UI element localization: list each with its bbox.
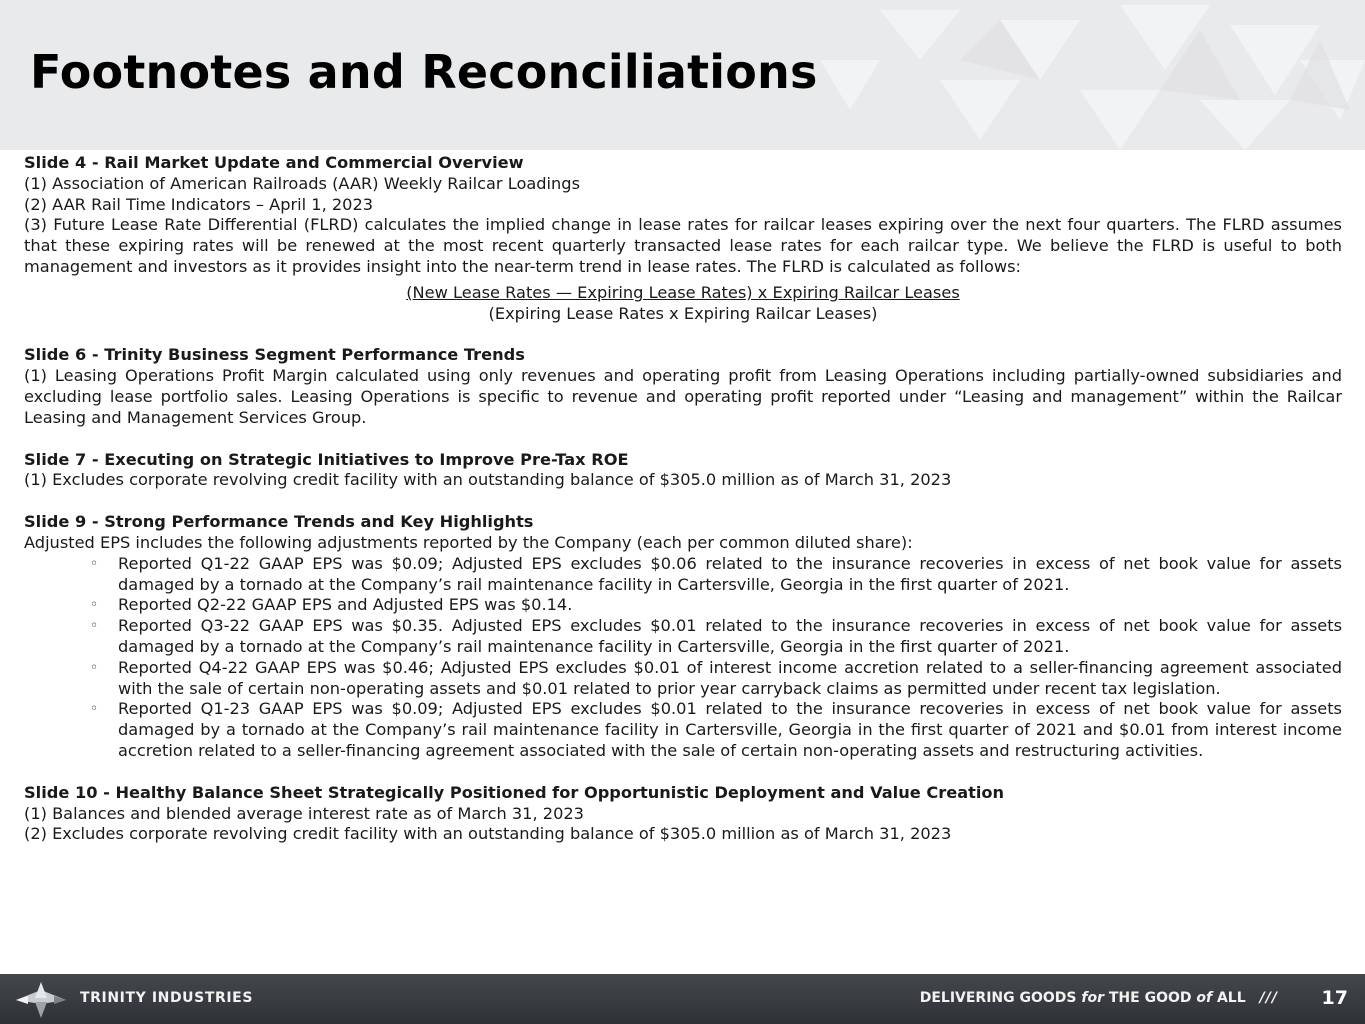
bullet-icon: ◦ <box>90 659 99 676</box>
page-title: Footnotes and Reconciliations <box>30 45 818 99</box>
bullet-icon: ◦ <box>90 555 99 572</box>
list-item-text: Reported Q1-22 GAAP EPS was $0.09; Adjusted EPS excludes $0.06 related to the insurance recoveries in excess of net book value for assets damaged by a tornado at the Company’s rail maintenance facility in Cartersville, Georgia in the first quarter of 2021. <box>118 553 1342 594</box>
page-number: 17 <box>1321 987 1348 1009</box>
section-slide-4 <box>24 153 1342 324</box>
section-title: Slide 7 - Executing on Strategic Initiatives to Improve Pre-Tax ROE <box>24 449 629 469</box>
footnote: (1) Balances and blended average interest rate as of March 31, 2023 <box>24 803 584 823</box>
list-item <box>24 616 1342 658</box>
footnote: (1) Leasing Operations Profit Margin calculated using only revenues and operating profit from Leasing Operations including partially-owned subsidiaries and excluding lease portfolio sales. Leasing Operations is specific to revenue and operating profit reported under “Leasing and management” within the Railcar Leasing and Management Services Group. <box>24 366 1342 427</box>
tagline <box>920 990 1278 1006</box>
footnote: (2) Excludes corporate revolving credit facility with an outstanding balance of $305.0 million as of March 31, 2023 <box>24 824 952 844</box>
list-item <box>24 699 1342 761</box>
footnote: (1) Excludes corporate revolving credit facility with an outstanding balance of $305.0 million as of March 31, 2023 <box>24 470 952 490</box>
tagline-part: for <box>1081 990 1104 1006</box>
section-slide-6 <box>24 345 1342 428</box>
tagline-part: THE GOOD <box>1104 990 1197 1006</box>
slide-footer <box>0 974 1365 1024</box>
list-item <box>24 595 1342 616</box>
tagline-part: of <box>1196 990 1213 1006</box>
flrd-formula <box>24 283 1342 325</box>
tagline-part: ALL <box>1212 990 1246 1006</box>
tagline-part: DELIVERING GOODS <box>919 990 1082 1006</box>
tagline-slashes: /// <box>1259 990 1278 1006</box>
bullet-icon: ◦ <box>90 618 99 635</box>
bullet-icon: ◦ <box>90 597 99 614</box>
slide-header <box>0 0 1365 150</box>
brand-name: TRINITY INDUSTRIES <box>80 990 254 1006</box>
section-title: Slide 4 - Rail Market Update and Commercial Overview <box>24 153 524 172</box>
bullet-icon: ◦ <box>90 701 99 718</box>
list-item-text: Reported Q3-22 GAAP EPS was $0.35. Adjusted EPS excludes $0.01 related to the insurance recoveries in excess of net book value for assets damaged by a tornado at the Company’s rail maintenance facility in Cartersville, Georgia in the first quarter of 2021. <box>118 616 1342 656</box>
section-intro: Adjusted EPS includes the following adjustments reported by the Company (each per common diluted share): <box>24 532 913 552</box>
list-item <box>24 554 1342 596</box>
section-title: Slide 10 - Healthy Balance Sheet Strategically Positioned for Opportunistic Deployment and Value Creation <box>24 782 1005 802</box>
section-slide-9 <box>24 512 1342 762</box>
footnote: (3) Future Lease Rate Differential (FLRD) calculates the implied change in lease rates for railcar leases expiring over the next four quarters. The FLRD assumes that these expiring rates will be renewed at the most recent quarterly transacted lease rates for each railcar type. We believe the FLRD is useful to both management and investors as it provides insight into the near-term trend in lease rates. The FLRD is calculated as follows: <box>24 215 1342 276</box>
eps-adjustments-list <box>24 554 1342 762</box>
trinity-logo-icon <box>14 980 68 1020</box>
section-title: Slide 6 - Trinity Business Segment Performance Trends <box>24 345 525 365</box>
footnote: (1) Association of American Railroads (AAR) Weekly Railcar Loadings <box>24 173 581 193</box>
list-item-text: Reported Q1-23 GAAP EPS was $0.09; Adjusted EPS excludes $0.01 related to the insurance recoveries in excess of net book value for assets damaged by a tornado at the Company’s rail maintenance facility in Cartersville, Georgia in the first quarter of 2021 and $0.01 from interest income accretion related to a seller-financing agreement associated with the sale of certain non-operating assets and restructuring activities. <box>118 699 1342 760</box>
formula-numerator: (New Lease Rates — Expiring Lease Rates) x Expiring Railcar Leases <box>406 282 960 302</box>
list-item <box>24 658 1342 700</box>
list-item-text: Reported Q4-22 GAAP EPS was $0.46; Adjusted EPS excludes $0.01 of interest income accretion related to a seller-financing agreement associated with the sale of certain non-operating assets and $0.01 related to prior year carryback claims as permitted under recent tax legislation. <box>118 657 1342 698</box>
section-slide-7 <box>24 450 1342 492</box>
footnote: (2) AAR Rail Time Indicators – April 1, 2023 <box>24 194 374 214</box>
section-title: Slide 9 - Strong Performance Trends and Key Highlights <box>24 512 534 532</box>
footnotes-body <box>24 153 1342 845</box>
section-slide-10 <box>24 783 1342 845</box>
formula-denominator: (Expiring Lease Rates x Expiring Railcar Leases) <box>488 303 878 323</box>
list-item-text: Reported Q2-22 GAAP EPS and Adjusted EPS was $0.14. <box>118 595 573 615</box>
